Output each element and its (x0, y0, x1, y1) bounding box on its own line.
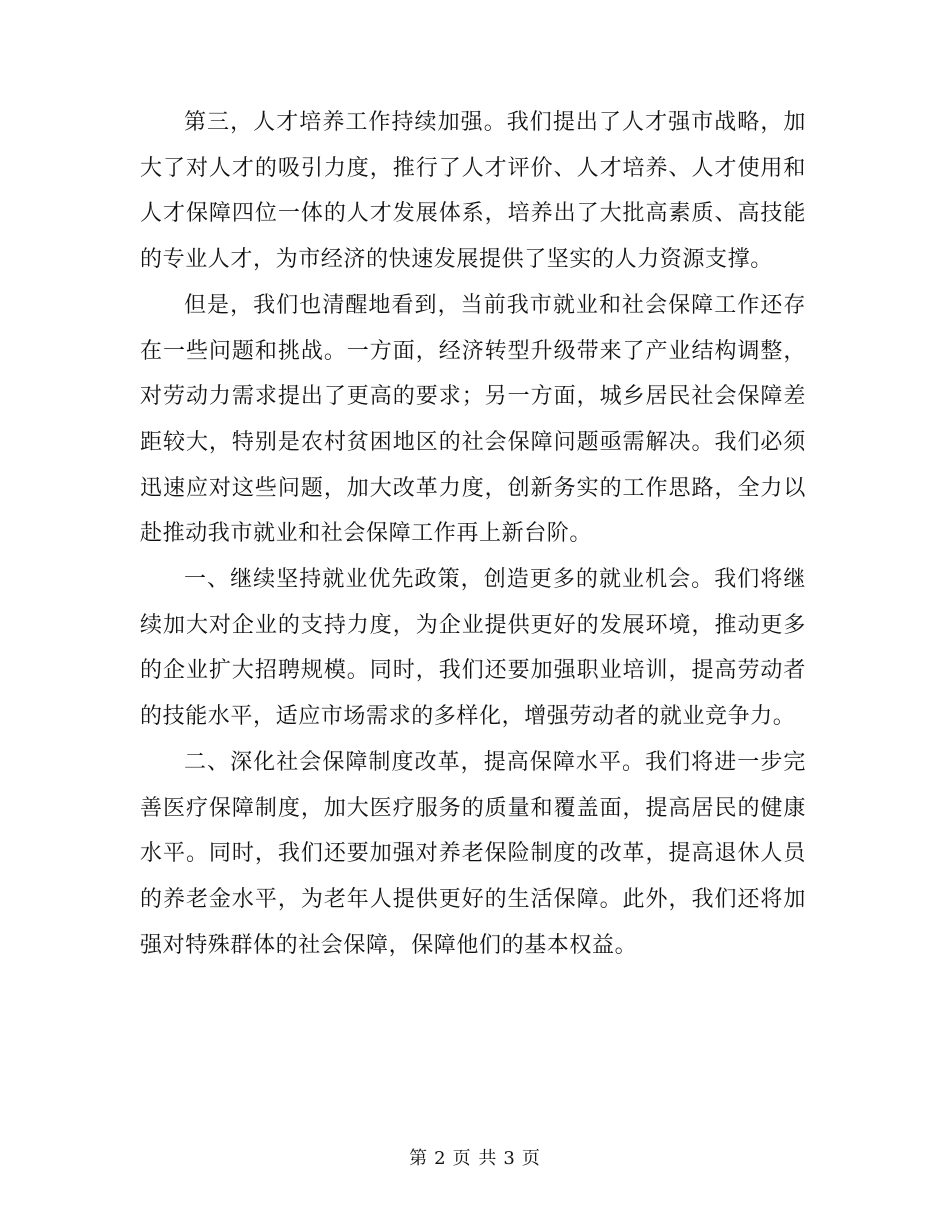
paragraph-social-security-reform: 二、深化社会保障制度改革，提高保障水平。我们将进一步完善医疗保障制度，加大医疗服务的质量和覆盖面，提高居民的健康水平。同时，我们还要加强对养老保险制度的改革，提高退休人员的养老金水平，为老年人提供更好的生活保障。此外，我们还将加强对特殊群体的社会保障，保障他们的基本权益。 (140, 749, 806, 958)
footer-page-number: 2 (434, 1148, 447, 1169)
paragraph-challenges: 但是，我们也清醒地看到，当前我市就业和社会保障工作还存在一些问题和挑战。一方面，经济转型升级带来了产业结构调整，对劳动力需求提出了更高的要求；另一方面，城乡居民社会保障差距较大，特别是农村贫困地区的社会保障问题亟需解决。我们必须迅速应对这些问题，加大改革力度，创新务实的工作思路，全力以赴推动我市就业和社会保障工作再上新台阶。 (140, 292, 806, 547)
document-body (140, 100, 806, 968)
paragraph-employment-policy: 一、继续坚持就业优先政策，创造更多的就业机会。我们将继续加大对企业的支持力度，为企业提供更好的发展环境，推动更多的企业扩大招聘规模。同时，我们还要加强职业培训，提高劳动者的技能水平，适应市场需求的多样化，增强劳动者的就业竞争力。 (140, 567, 806, 730)
footer-prefix: 第 (409, 1148, 429, 1169)
footer-total-pages: 3 (503, 1148, 516, 1169)
footer-suffix: 页 (521, 1148, 541, 1169)
page-footer (0, 1146, 950, 1172)
paragraph-talent-cultivation: 第三，人才培养工作持续加强。我们提出了人才强市战略，加大了对人才的吸引力度，推行了人才评价、人才培养、人才使用和人才保障四位一体的人才发展体系，培养出了大批高素质、高技能的专业人才，为市经济的快速发展提供了坚实的人力资源支撑。 (140, 110, 806, 273)
footer-middle: 页 共 (452, 1148, 498, 1169)
